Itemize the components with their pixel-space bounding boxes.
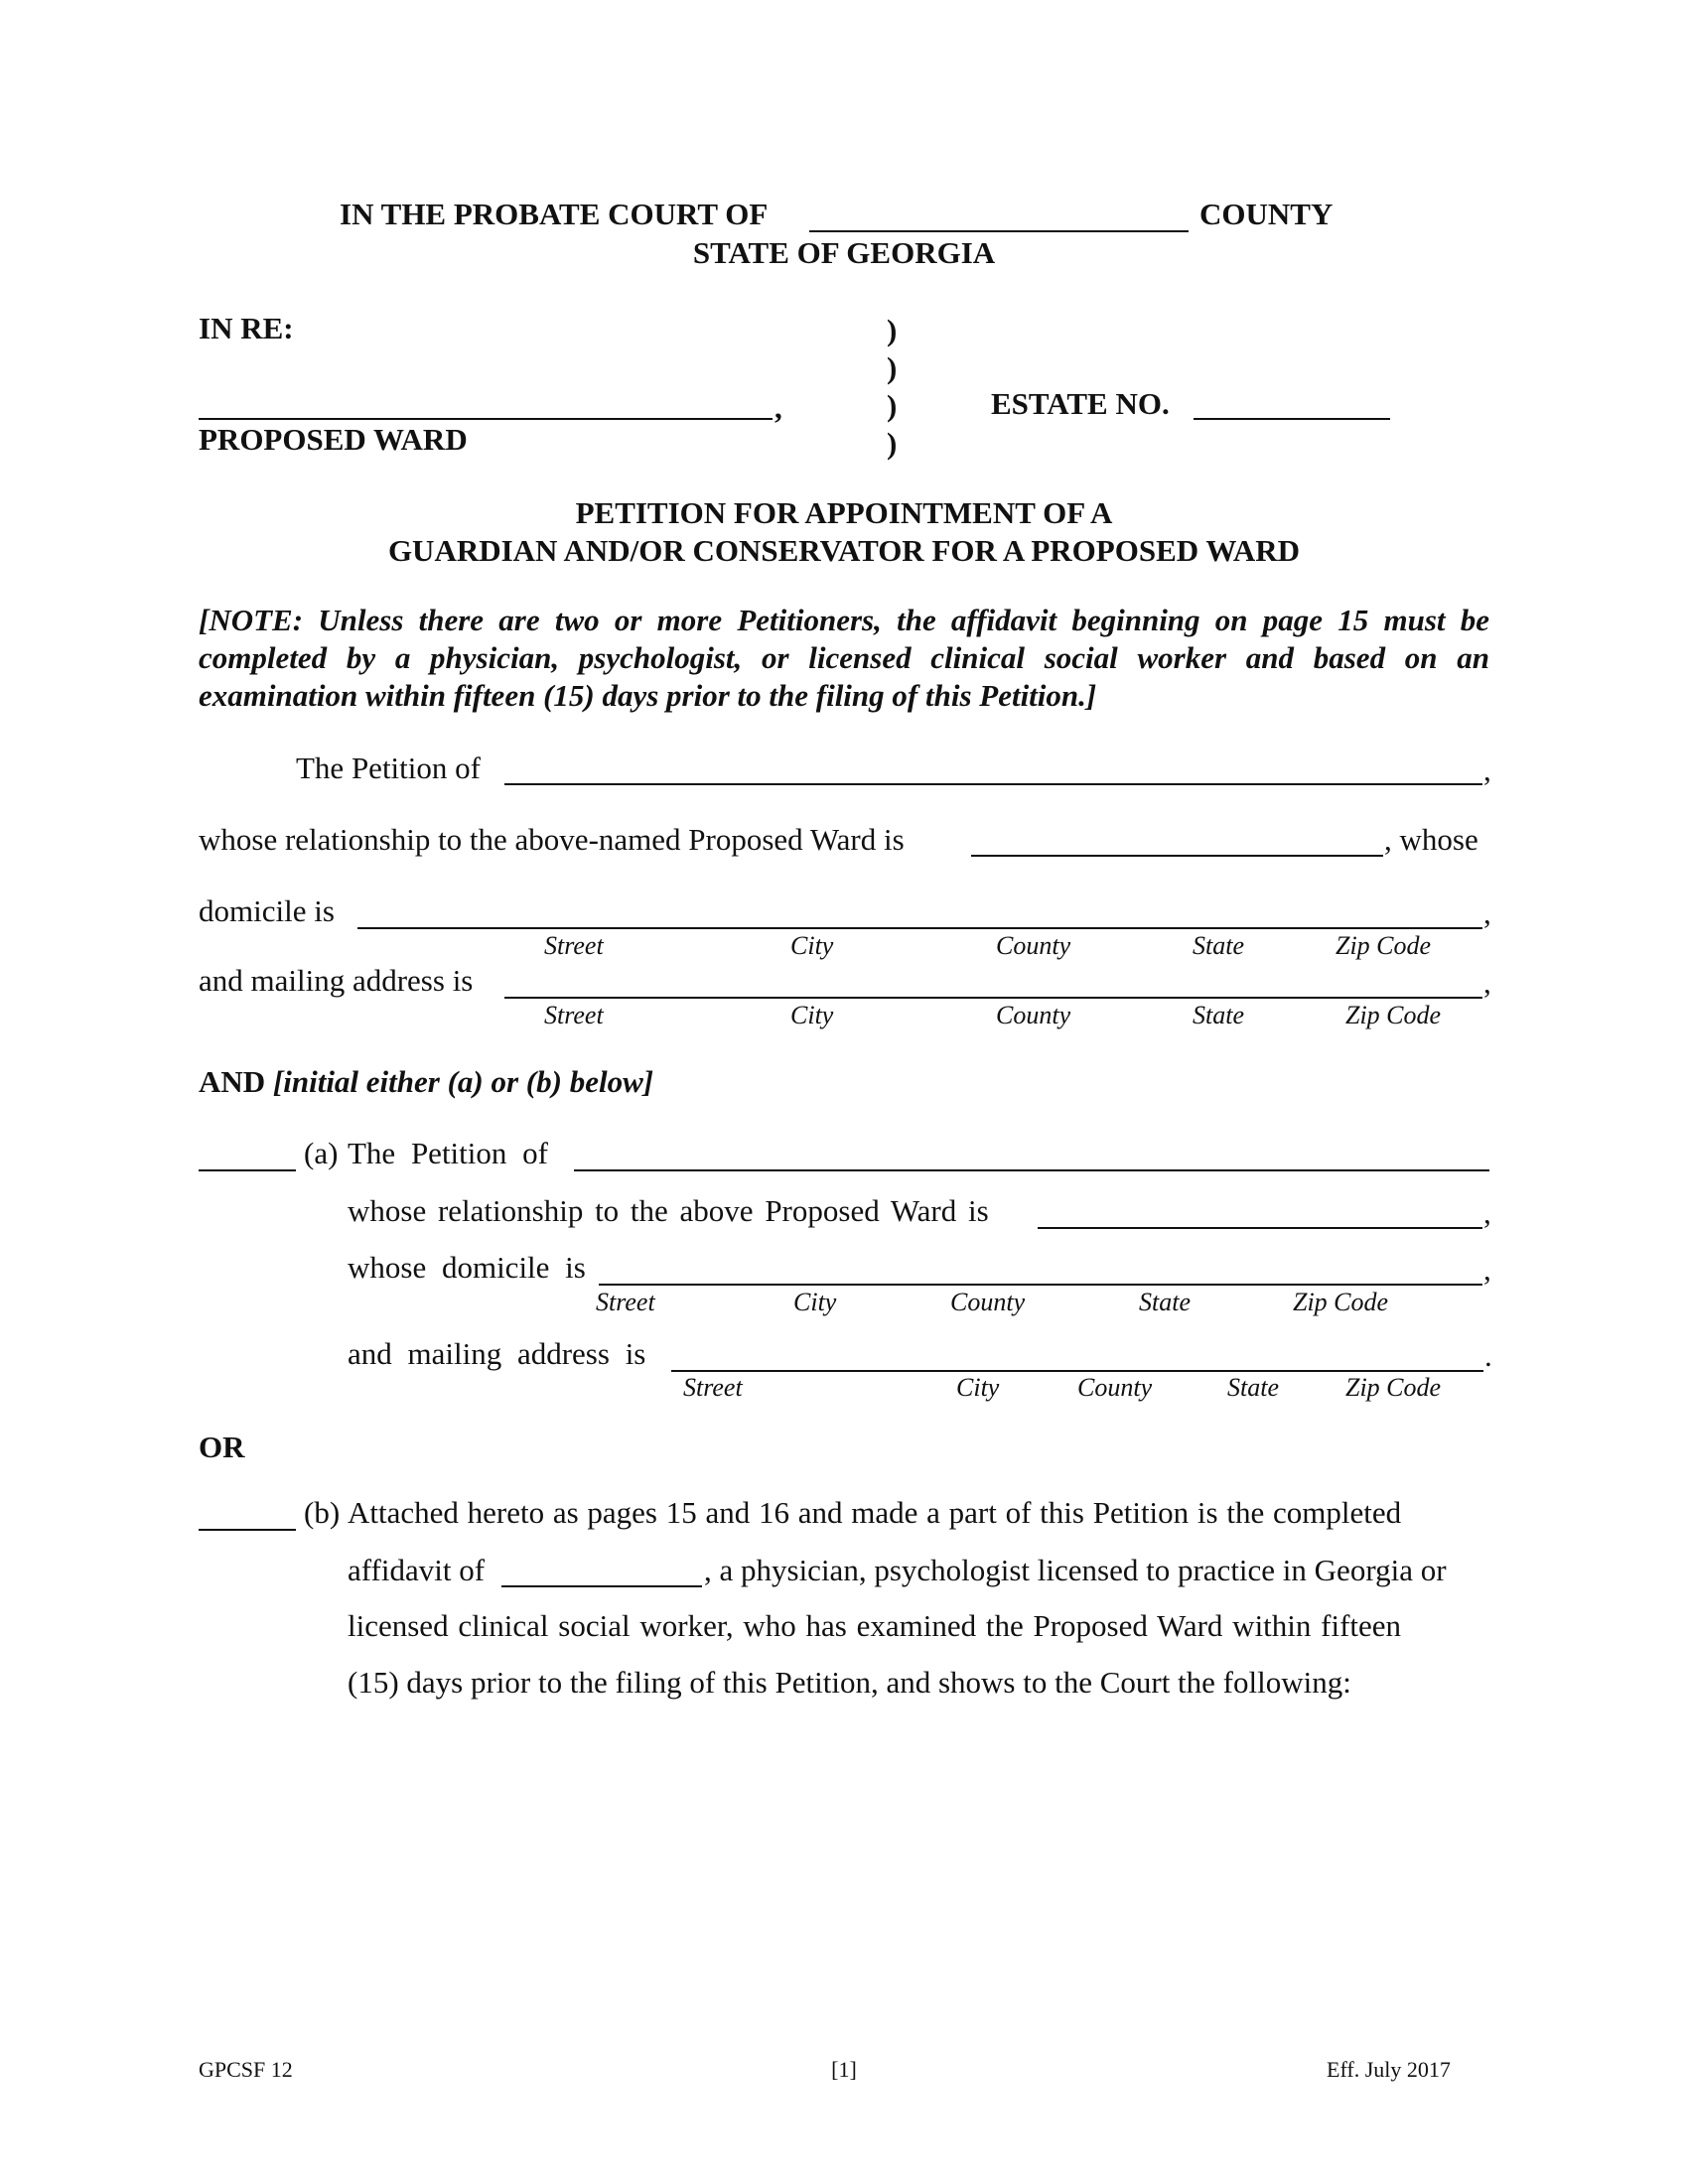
caption-comma: , xyxy=(774,390,782,425)
state-label: State xyxy=(1227,1373,1279,1402)
relationship-label: whose relationship to the above-named Proposed Ward is xyxy=(199,822,905,857)
affiant-name-field[interactable] xyxy=(501,1585,702,1587)
county-label: County xyxy=(996,1001,1071,1029)
city-label: City xyxy=(956,1373,1000,1402)
proposed-ward-label: PROPOSED WARD xyxy=(199,422,468,457)
petitioner-name-field[interactable] xyxy=(504,783,1482,785)
caption-paren: ) xyxy=(887,388,898,423)
street-label: Street xyxy=(544,931,604,960)
option-a-petition-of-label: The Petition of xyxy=(348,1136,548,1170)
comma: , xyxy=(1483,1195,1491,1230)
and-instruction: [initial either (a) or (b) below] xyxy=(272,1064,654,1099)
option-a-petitioner-field[interactable] xyxy=(574,1169,1489,1171)
caption-paren: ) xyxy=(887,426,898,461)
affidavit-of-label: affidavit of xyxy=(348,1553,486,1587)
state-label: State xyxy=(1193,931,1244,960)
option-b-line2: , a physician, psychologist licensed to practice in Georgia or xyxy=(704,1553,1447,1587)
effective-date: Eff. July 2017 xyxy=(1327,2057,1451,2082)
zip-label: Zip Code xyxy=(1345,1373,1442,1402)
mailing-address-field[interactable] xyxy=(504,997,1482,999)
option-a-relationship-field[interactable] xyxy=(1038,1227,1482,1229)
option-b-line1: Attached hereto as pages 15 and 16 and made a part of this Petition is the completed xyxy=(348,1495,1402,1530)
option-a-marker: (a) xyxy=(304,1136,339,1170)
state-label: State xyxy=(1139,1288,1191,1316)
domicile-label: domicile is xyxy=(199,893,335,928)
city-label: City xyxy=(790,931,834,960)
option-a-relationship-label: whose relationship to the above Proposed Ward is xyxy=(348,1193,989,1228)
street-label: Street xyxy=(683,1373,743,1402)
petition-of-label: The Petition of xyxy=(296,751,481,785)
option-b-marker: (b) xyxy=(304,1495,341,1530)
option-b-initial-field[interactable] xyxy=(199,1529,296,1531)
county-label: County xyxy=(996,931,1071,960)
zip-label: Zip Code xyxy=(1345,1001,1442,1029)
caption-paren: ) xyxy=(887,313,898,347)
city-label: City xyxy=(793,1288,837,1316)
court-heading-suffix: COUNTY xyxy=(1199,197,1334,231)
option-b-line4: (15) days prior to the filing of this Petition, and shows to the Court the following: xyxy=(348,1665,1351,1700)
estate-no-label: ESTATE NO. xyxy=(991,386,1170,421)
proposed-ward-name-field[interactable] xyxy=(199,418,773,420)
domicile-field[interactable] xyxy=(357,927,1482,929)
option-a-domicile-field[interactable] xyxy=(599,1284,1482,1286)
county-label: County xyxy=(1077,1373,1153,1402)
option-a-mailing-label: and mailing address is xyxy=(348,1336,646,1371)
comma: , xyxy=(1483,895,1491,930)
period: . xyxy=(1484,1338,1492,1373)
comma: , xyxy=(1483,752,1491,787)
and-label: AND xyxy=(199,1064,266,1099)
page-number: [1] xyxy=(831,2057,857,2082)
court-heading-prefix: IN THE PROBATE COURT OF xyxy=(340,197,769,231)
option-a-initial-field[interactable] xyxy=(199,1169,296,1171)
option-a-domicile-label: whose domicile is xyxy=(348,1250,586,1285)
street-label: Street xyxy=(544,1001,604,1029)
city-label: City xyxy=(790,1001,834,1029)
zip-label: Zip Code xyxy=(1336,931,1432,960)
petition-title-line1: PETITION FOR APPOINTMENT OF A xyxy=(575,495,1113,530)
petition-note: [NOTE: Unless there are two or more Petitioners, the affidavit beginning on page 15 must be completed by a physician, psychologist, or licensed clinical social worker and based on an examination within fifteen (15) days prior to the filing of this Petition.] xyxy=(199,603,1489,713)
mailing-label: and mailing address is xyxy=(199,963,474,998)
option-a-mailing-field[interactable] xyxy=(671,1370,1483,1372)
state-heading: STATE OF GEORGIA xyxy=(692,235,996,270)
option-b-line3: licensed clinical social worker, who has examined the Proposed Ward within fifteen xyxy=(348,1608,1402,1643)
estate-no-field[interactable] xyxy=(1194,418,1390,420)
zip-label: Zip Code xyxy=(1293,1288,1389,1316)
form-id: GPCSF 12 xyxy=(199,2057,293,2082)
comma: , xyxy=(1483,1252,1491,1287)
street-label: Street xyxy=(596,1288,655,1316)
state-label: State xyxy=(1193,1001,1244,1029)
whose-label: , whose xyxy=(1384,822,1478,857)
or-label: OR xyxy=(199,1430,245,1464)
relationship-field[interactable] xyxy=(971,855,1383,857)
comma: , xyxy=(1483,965,1491,1000)
in-re-label: IN RE: xyxy=(199,311,294,345)
county-label: County xyxy=(950,1288,1026,1316)
caption-paren: ) xyxy=(887,350,898,385)
county-name-field[interactable] xyxy=(809,230,1189,232)
petition-title-line2: GUARDIAN AND/OR CONSERVATOR FOR A PROPOSED WARD xyxy=(387,533,1301,568)
